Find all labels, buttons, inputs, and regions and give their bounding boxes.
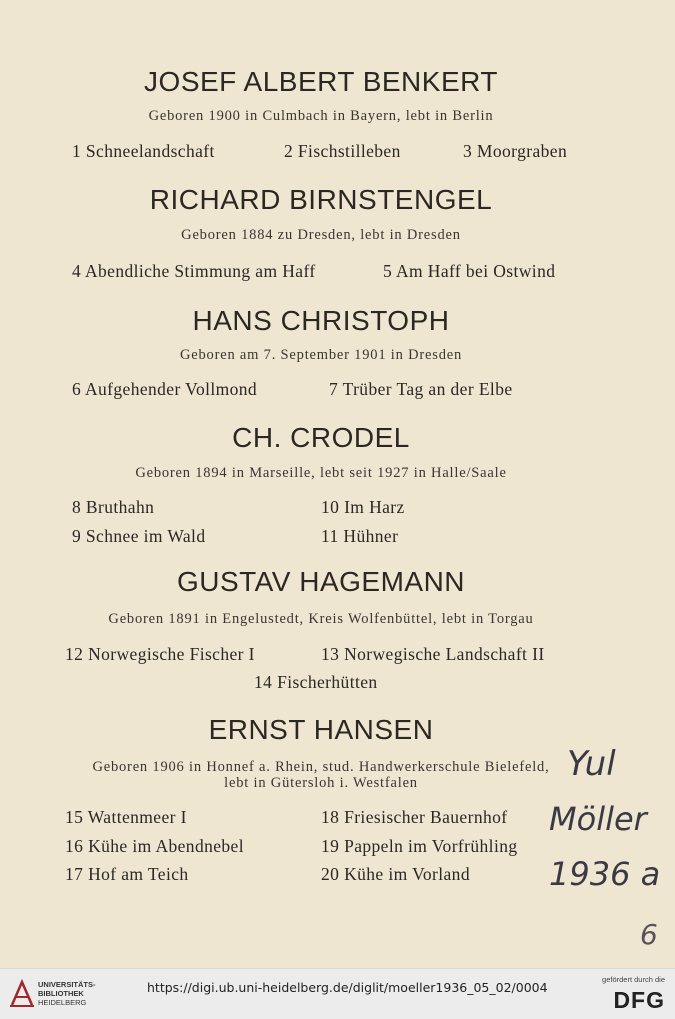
artwork-entry: 16 Kühe im Abendnebel	[65, 836, 244, 856]
artist-name: CH. CRODEL	[232, 422, 410, 453]
artwork-entry: 5 Am Haff bei Ostwind	[383, 261, 556, 281]
artwork-entry: 12 Norwegische Fischer I	[65, 644, 255, 664]
artwork-entry: 3 Moorgraben	[463, 141, 568, 161]
artwork-entry: 18 Friesischer Bauernhof	[321, 807, 508, 827]
library-name: UNIVERSITÄTS- BIBLIOTHEK HEIDELBERG	[38, 980, 96, 1007]
artwork-entry: 1 Schneelandschaft	[72, 141, 215, 161]
artist-bio: Geboren am 7. September 1901 in Dresden	[179, 347, 463, 363]
artist-name: HANS CHRISTOPH	[192, 305, 450, 336]
artwork-entry: 8 Bruthahn	[72, 497, 155, 517]
artwork-entry: 13 Norwegische Landschaft II	[321, 644, 545, 664]
permalink-url[interactable]: https://digi.ub.uni-heidelberg.de/diglit/moeller1936_05_02/0004	[147, 980, 548, 995]
artist-bio: Geboren 1891 in Engelustedt, Kreis Wolfenbüttel, lebt in Torgau	[108, 611, 534, 627]
artwork-entry: 10 Im Harz	[321, 497, 405, 517]
funding-note: gefördert durch die	[602, 975, 665, 984]
handwritten-annotation: 1936 a	[549, 855, 661, 893]
artwork-entry: 19 Pappeln im Vorfrühling	[321, 836, 518, 856]
handwritten-annotation: Möller	[549, 800, 647, 838]
artwork-entry: 2 Fischstilleben	[284, 141, 401, 161]
artist-name: RICHARD BIRNSTENGEL	[149, 184, 493, 215]
artist-name: JOSEF ALBERT BENKERT	[144, 66, 498, 97]
artwork-entry: 11 Hühner	[321, 526, 399, 546]
artwork-entry: 6 Aufgehender Vollmond	[72, 379, 258, 399]
artwork-entry: 17 Hof am Teich	[65, 864, 189, 884]
artist-bio-continued: lebt in Gütersloh i. Westfalen	[224, 775, 418, 791]
artist-name: GUSTAV HAGEMANN	[176, 566, 466, 597]
artwork-entry: 20 Kühe im Vorland	[321, 864, 470, 884]
artist-bio: Geboren 1900 in Culmbach in Bayern, lebt in Berlin	[148, 108, 494, 124]
digitization-footer	[0, 968, 675, 1019]
artist-bio: Geboren 1884 zu Dresden, lebt in Dresden	[181, 227, 461, 243]
artist-name: ERNST HANSEN	[208, 714, 434, 745]
handwritten-annotation: Yul	[567, 744, 616, 784]
dfg-logo: DFG	[613, 987, 665, 1013]
handwritten-corner-mark: 6	[640, 918, 658, 951]
artwork-entry: 15 Wattenmeer I	[65, 807, 187, 827]
artwork-entry: 14 Fischerhütten	[254, 672, 378, 692]
university-seal-icon	[8, 979, 36, 1009]
artwork-entry: 9 Schnee im Wald	[72, 526, 206, 546]
artist-bio: Geboren 1894 in Marseille, lebt seit 1927 in Halle/Saale	[135, 465, 507, 481]
artwork-entry: 4 Abendliche Stimmung am Haff	[72, 261, 316, 281]
artwork-entry: 7 Trüber Tag an der Elbe	[329, 379, 513, 399]
artist-bio: Geboren 1906 in Honnef a. Rhein, stud. Handwerkerschule Bielefeld,	[92, 759, 550, 775]
